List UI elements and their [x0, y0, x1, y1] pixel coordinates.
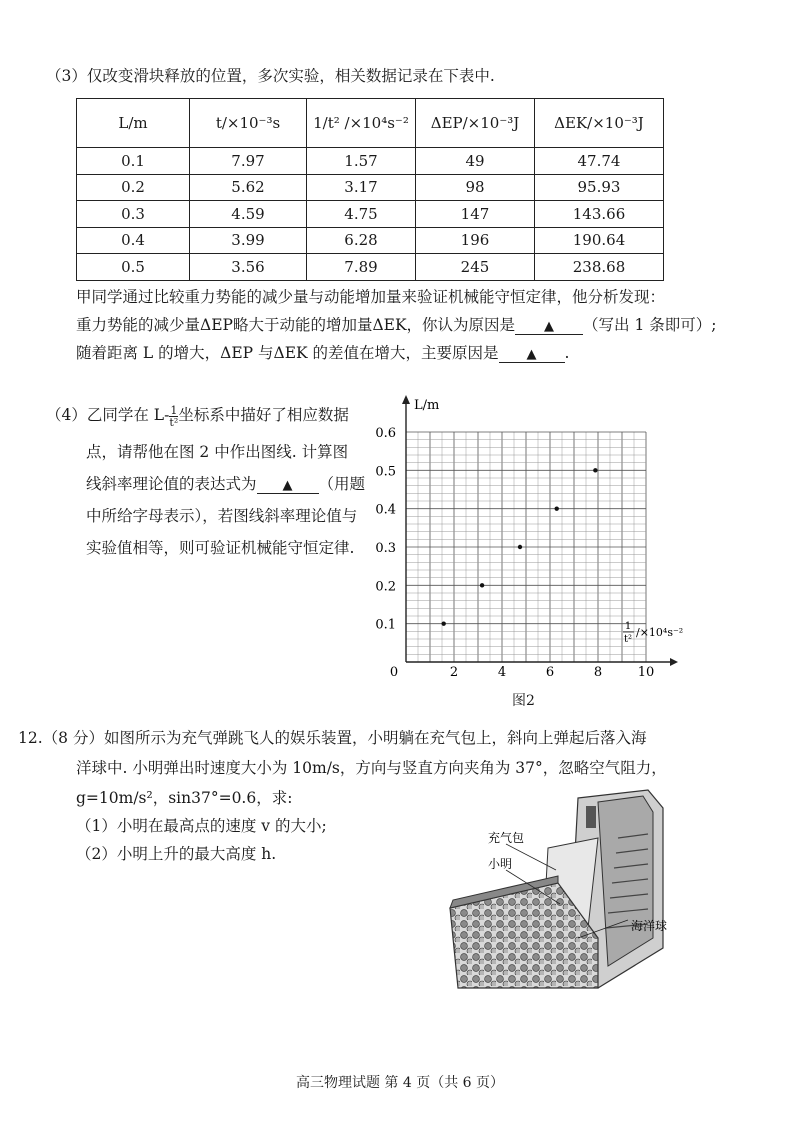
data-table — [76, 98, 664, 281]
blank-triangle-icon: ▲ — [282, 478, 293, 493]
graph-figure-2 — [370, 392, 700, 692]
data-point — [555, 506, 559, 510]
table-cell: 0.5 — [77, 254, 190, 281]
q12-sub2: （2）小明上升的最大高度 h. — [76, 845, 277, 863]
header-dEk: ΔEK/×10⁻³J — [535, 99, 664, 148]
table-cell: 4.59 — [190, 201, 307, 228]
table-cell: 245 — [416, 254, 535, 281]
x-tick-label: 8 — [593, 665, 603, 680]
x-tick-label: 2 — [449, 665, 459, 680]
y-tick-label: 0.2 — [375, 579, 396, 595]
table-cell: 7.97 — [190, 148, 307, 175]
answer-blank-1[interactable] — [515, 316, 583, 335]
y-tick-label: 0.5 — [375, 464, 396, 480]
part4-line4: 中所给字母表示），若图线斜率理论值与 — [86, 507, 358, 525]
bounce-device-illustration — [448, 788, 688, 993]
person-standing — [586, 806, 596, 828]
part3-text1: 甲同学通过比较重力势能的减少量与动能增加量来验证机械能守恒定律，他分析发现： — [76, 288, 666, 306]
table-row — [77, 201, 664, 228]
part4-line3b: （用题 — [318, 475, 366, 493]
frac-den: t² — [169, 415, 179, 429]
part3-intro: （3）仅改变滑块释放的位置，多次实验，相关数据记录在下表中. — [46, 67, 495, 85]
data-point — [480, 583, 484, 587]
part4-line1a: （4）乙同学在 L- — [46, 406, 170, 424]
y-axis-arrow-icon — [402, 395, 410, 404]
x-label-frac-den: t² — [623, 634, 633, 645]
table-row — [77, 254, 664, 281]
x-axis-arrow-icon — [670, 658, 678, 666]
blank-triangle-icon: ▲ — [526, 347, 537, 362]
x-tick-label: 10 — [637, 665, 655, 680]
table-cell: 0.1 — [77, 148, 190, 175]
q12-line1: 12.（8 分）如图所示为充气弹跳飞人的娱乐装置，小明躺在充气包上，斜向上弹起后落入海 — [18, 729, 647, 747]
data-point — [593, 468, 597, 472]
axis-ticks — [375, 426, 654, 680]
blank-triangle-icon: ▲ — [544, 319, 555, 334]
header-t: t/×10⁻³s — [190, 99, 307, 148]
header-inv-t2: 1/t² /×10⁴s⁻² — [307, 99, 416, 148]
table-cell: 190.64 — [535, 227, 664, 254]
y-tick-label: 0.3 — [375, 541, 396, 556]
x-label-frac-num: 1 — [624, 621, 632, 632]
table-cell: 0.2 — [77, 174, 190, 201]
table-header-row — [77, 99, 664, 148]
table-row — [77, 148, 664, 175]
table-cell: 143.66 — [535, 201, 664, 228]
table-cell: 5.62 — [190, 174, 307, 201]
part4-line1 — [46, 403, 349, 428]
page-footer: 高三物理试题 第 4 页（共 6 页） — [295, 1075, 505, 1091]
q12-line2: 洋球中. 小明弹出时速度大小为 10m/s，方向与竖直方向夹角为 37°，忽略空气阻力， — [76, 759, 667, 777]
part4-line5: 实验值相等，则可验证机械能守恒定律. — [86, 539, 355, 557]
q12-sub1: （1）小明在最高点的速度 v 的大小; — [76, 817, 327, 835]
table-cell: 3.99 — [190, 227, 307, 254]
table-row — [77, 227, 664, 254]
table-cell: 238.68 — [535, 254, 664, 281]
part3-text3b: . — [564, 344, 570, 362]
table-row — [77, 174, 664, 201]
frac-num: 1 — [170, 403, 178, 417]
part4-line3a: 线斜率理论值的表达式为 — [86, 475, 257, 493]
table-cell: 3.17 — [307, 174, 416, 201]
label-bag: 充气包 — [488, 831, 525, 845]
table-cell: 0.3 — [77, 201, 190, 228]
part4-fraction — [169, 405, 178, 428]
x-axis-label: /×10⁴s⁻² — [636, 626, 684, 639]
origin-label: 0 — [389, 665, 399, 680]
table-cell: 6.28 — [307, 227, 416, 254]
part3-text3 — [76, 341, 569, 363]
label-balls: 海洋球 — [631, 919, 668, 933]
part4-line2: 点，请帮他在图 2 中作出图线. 计算图 — [86, 443, 349, 461]
part3-text3a: 随着距离 L 的增大，ΔEP 与ΔEK 的差值在增大，主要原因是 — [76, 344, 499, 362]
table-cell: 98 — [416, 174, 535, 201]
figure-caption: 图2 — [512, 693, 535, 709]
table-cell: 7.89 — [307, 254, 416, 281]
label-person: 小明 — [488, 857, 513, 871]
graph-grid — [406, 432, 646, 662]
x-tick-label: 4 — [497, 665, 507, 680]
part3-text2b: （写出 1 条即可）; — [583, 316, 717, 334]
table-cell: 47.74 — [535, 148, 664, 175]
y-axis-label: L/m — [414, 398, 440, 413]
part4-line1b: 坐标系中描好了相应数据 — [178, 406, 349, 424]
y-tick-label: 0.4 — [375, 502, 396, 518]
answer-blank-3[interactable] — [257, 475, 319, 494]
table-cell: 4.75 — [307, 201, 416, 228]
data-point — [518, 545, 522, 549]
table-cell: 49 — [416, 148, 535, 175]
data-point — [441, 621, 445, 625]
table-cell: 147 — [416, 201, 535, 228]
y-tick-label: 0.6 — [375, 426, 396, 441]
x-tick-label: 6 — [545, 665, 555, 680]
part4-line3 — [86, 472, 365, 494]
part3-text2a: 重力势能的减少量ΔEP略大于动能的增加量ΔEK，你认为原因是 — [76, 316, 516, 334]
table-cell: 0.4 — [77, 227, 190, 254]
table-cell: 3.56 — [190, 254, 307, 281]
q12-line3: g=10m/s²，sin37°=0.6，求: — [76, 789, 293, 807]
answer-blank-2[interactable] — [499, 344, 565, 363]
table-cell: 1.57 — [307, 148, 416, 175]
table-cell: 95.93 — [535, 174, 664, 201]
table-cell: 196 — [416, 227, 535, 254]
y-tick-label: 0.1 — [375, 617, 396, 633]
header-dEp: ΔEP/×10⁻³J — [416, 99, 535, 148]
header-L: L/m — [77, 99, 190, 148]
part3-text2 — [76, 313, 716, 335]
